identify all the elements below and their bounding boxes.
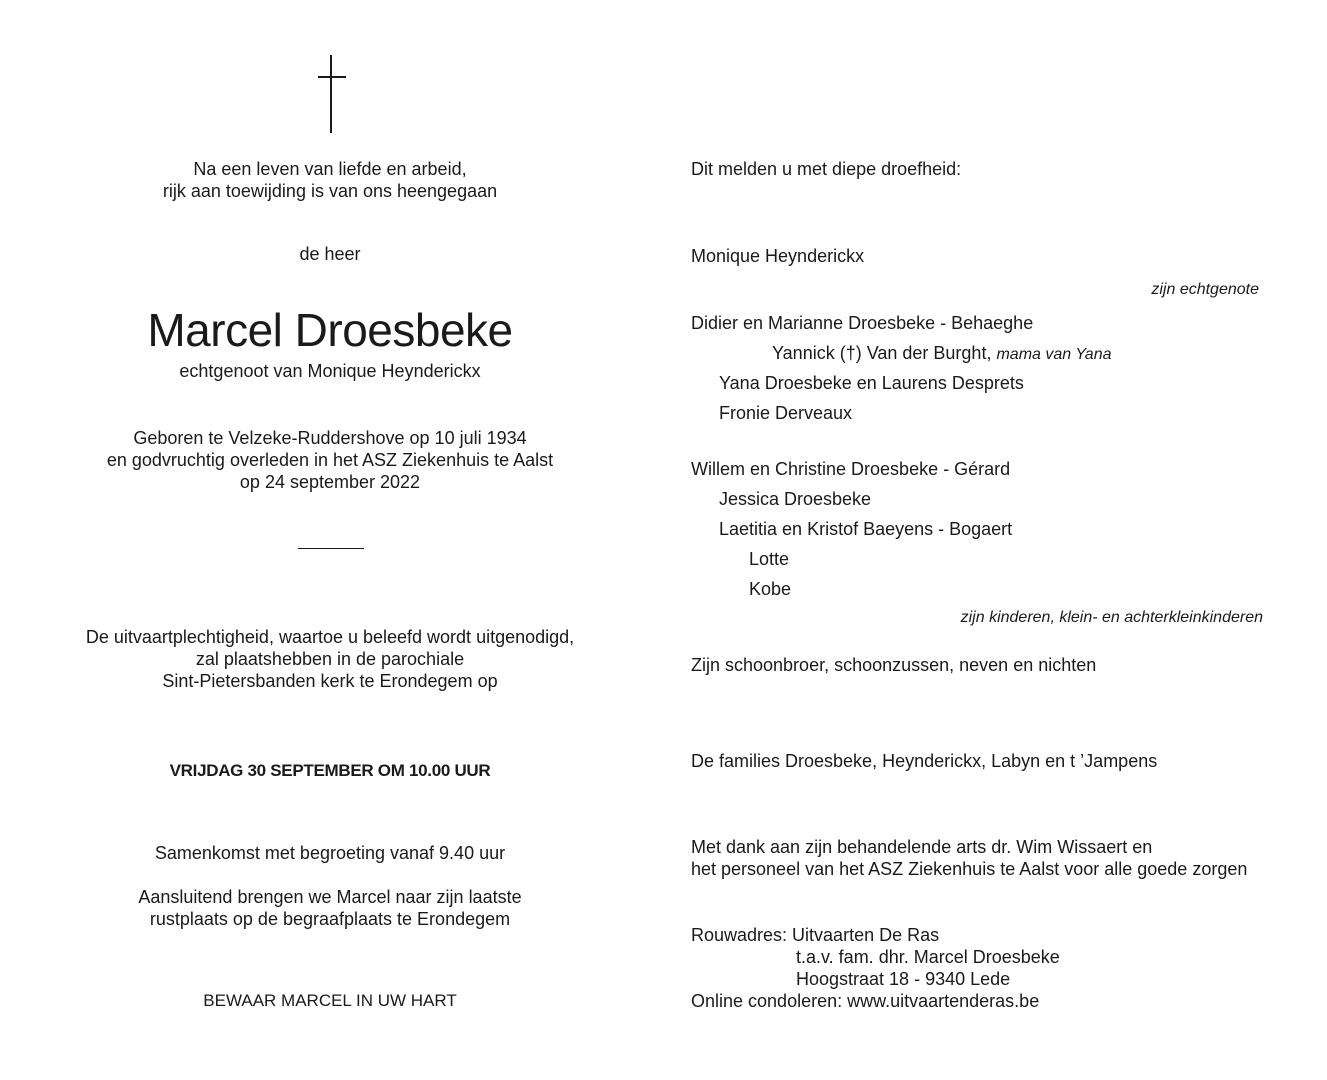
deceased-name: Marcel Droesbeke <box>147 304 513 356</box>
address-line-2: t.a.v. fam. dhr. Marcel Droesbeke <box>796 947 1060 967</box>
born-line-1: Geboren te Velzeke-Ruddershove op 10 juli 1934 <box>133 428 527 448</box>
closing-line: BEWAAR MARCEL IN UW HART <box>203 991 457 1010</box>
family2-head: Willem en Christine Droesbeke - Gérard <box>691 459 1011 479</box>
announce-line: Dit melden u met diepe droefheid: <box>691 159 962 179</box>
born-line-2: en godvruchtig overleden in het ASZ Ziekenhuis te Aalst <box>106 450 554 470</box>
intro-line-2: rijk aan toewijding is van ons heengegaan <box>162 181 498 201</box>
intro-line-1: Na een leven van liefde en arbeid, <box>193 159 467 179</box>
family2-sub1: Jessica Droesbeke <box>719 489 872 509</box>
title-text: de heer <box>299 244 361 264</box>
gathering-line: Samenkomst met begroeting vanaf 9.40 uur <box>154 843 506 863</box>
service-line-1: De uitvaartplechtigheid, waartoe u beleefd wordt uitgenodigd, <box>85 627 575 647</box>
family1-sub2: Yana Droesbeke en Laurens Desprets <box>719 373 1024 393</box>
address-line-4: Online condoleren: www.uitvaartenderas.be <box>691 991 1040 1011</box>
address-line-3: Hoogstraat 18 - 9340 Lede <box>796 969 1011 989</box>
thanks-line-2: het personeel van het ASZ Ziekenhuis te Aalst voor alle goede zorgen <box>691 859 1248 879</box>
family2-sub3: Lotte <box>749 549 790 569</box>
in-laws-line: Zijn schoonbroer, schoonzussen, neven en nichten <box>691 655 1097 675</box>
service-date: VRIJDAG 30 SEPTEMBER OM 10.00 UUR <box>169 761 491 780</box>
family1-head: Didier en Marianne Droesbeke - Behaeghe <box>691 313 1034 333</box>
thanks-line-1: Met dank aan zijn behandelende arts dr. Wim Wissaert en <box>691 837 1153 857</box>
children-role: zijn kinderen, klein- en achterkleinkinderen <box>960 609 1263 626</box>
families-line: De families Droesbeke, Heynderickx, Labyn en t ’Jampens <box>691 751 1158 771</box>
wife-role: zijn echtgenote <box>1151 281 1259 298</box>
born-line-3: op 24 september 2022 <box>239 472 421 492</box>
family2-sub4: Kobe <box>749 579 792 599</box>
divider-line <box>298 548 364 549</box>
service-line-2: zal plaatshebben in de parochiale <box>195 649 465 669</box>
burial-line-2: rustplaats op de begraafplaats te Erondegem <box>149 909 511 929</box>
family1-sub1 <box>772 342 1112 366</box>
family1-sub1-name: Yannick (†) Van der Burght, <box>772 343 992 363</box>
family1-sub1-role: mama van Yana <box>996 346 1112 363</box>
family1-sub3: Fronie Derveaux <box>719 403 853 423</box>
burial-line-1: Aansluitend brengen we Marcel naar zijn laatste <box>138 887 522 907</box>
family2-sub2: Laetitia en Kristof Baeyens - Bogaert <box>719 519 1013 539</box>
address-line-1: Rouwadres: Uitvaarten De Ras <box>691 925 940 945</box>
service-line-3: Sint-Pietersbanden kerk te Erondegem op <box>162 671 498 691</box>
spouse-line: echtgenoot van Monique Heynderickx <box>179 361 481 381</box>
wife-name: Monique Heynderickx <box>691 246 865 266</box>
